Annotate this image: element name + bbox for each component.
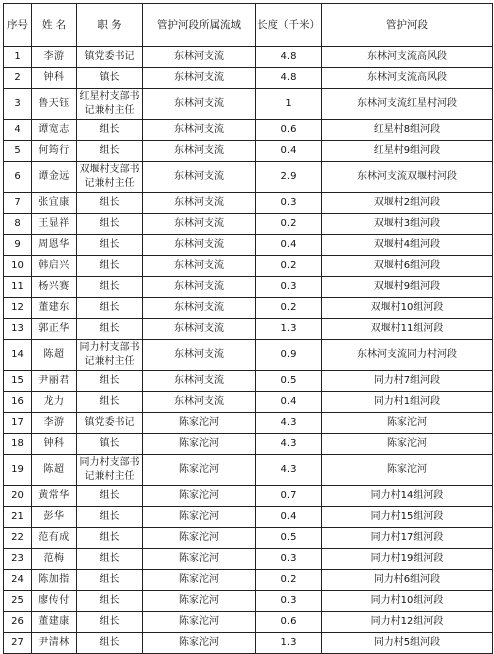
cell-river-section: 同力村12组河段: [322, 612, 493, 633]
cell-name: 谭金远: [32, 162, 77, 193]
cell-length-km: 0.4: [256, 141, 322, 162]
cell-position: 组长: [77, 256, 143, 277]
cell-basin: 东林河支流: [143, 371, 256, 392]
cell-position: 组长: [77, 298, 143, 319]
cell-basin: 东林河支流: [143, 392, 256, 413]
river-chief-table-container: [3, 3, 492, 654]
cell-length-km: 0.2: [256, 298, 322, 319]
cell-river-section: 双堰村10组河段: [322, 298, 493, 319]
cell-basin: 陈家沱河: [143, 528, 256, 549]
cell-river-section: 同力村14组河段: [322, 486, 493, 507]
cell-name: 董建康: [32, 612, 77, 633]
table-row: [4, 89, 493, 120]
table-row: [4, 434, 493, 455]
cell-length-km: 0.5: [256, 371, 322, 392]
table-row: [4, 120, 493, 141]
header-river-section: 管护河段: [322, 4, 493, 47]
cell-basin: 陈家沱河: [143, 570, 256, 591]
table-row: [4, 235, 493, 256]
cell-position: 组长: [77, 486, 143, 507]
cell-serial-number: 27: [4, 633, 32, 654]
cell-length-km: 0.4: [256, 235, 322, 256]
cell-name: 龙力: [32, 392, 77, 413]
cell-length-km: 4.3: [256, 434, 322, 455]
cell-basin: 陈家沱河: [143, 591, 256, 612]
cell-serial-number: 15: [4, 371, 32, 392]
cell-serial-number: 2: [4, 68, 32, 89]
header-basin: 管护河段所属流域: [143, 4, 256, 47]
cell-basin: 东林河支流: [143, 256, 256, 277]
cell-position: 组长: [77, 591, 143, 612]
cell-name: 廖传付: [32, 591, 77, 612]
cell-basin: 东林河支流: [143, 319, 256, 340]
table-row: [4, 68, 493, 89]
table-row: [4, 528, 493, 549]
cell-length-km: 0.5: [256, 528, 322, 549]
cell-basin: 东林河支流: [143, 277, 256, 298]
cell-name: 周恩华: [32, 235, 77, 256]
table-row: [4, 549, 493, 570]
cell-basin: 东林河支流: [143, 340, 256, 371]
cell-position: 组长: [77, 371, 143, 392]
cell-serial-number: 16: [4, 392, 32, 413]
cell-serial-number: 18: [4, 434, 32, 455]
cell-position: 组长: [77, 120, 143, 141]
cell-river-section: 东林河支流高风段: [322, 47, 493, 68]
cell-name: 王显祥: [32, 214, 77, 235]
cell-position: 同力村支部书记兼村主任: [77, 455, 143, 486]
cell-length-km: 4.8: [256, 68, 322, 89]
cell-basin: 陈家沱河: [143, 633, 256, 654]
cell-position: 镇长: [77, 68, 143, 89]
cell-serial-number: 20: [4, 486, 32, 507]
cell-name: 谭宽志: [32, 120, 77, 141]
cell-position: 组长: [77, 507, 143, 528]
cell-serial-number: 12: [4, 298, 32, 319]
cell-name: 范梅: [32, 549, 77, 570]
cell-river-section: 陈家沱河: [322, 455, 493, 486]
cell-name: 董建东: [32, 298, 77, 319]
cell-serial-number: 3: [4, 89, 32, 120]
table-row: [4, 193, 493, 214]
table-row: [4, 612, 493, 633]
cell-basin: 陈家沱河: [143, 413, 256, 434]
cell-name: 钟科: [32, 434, 77, 455]
cell-position: 组长: [77, 235, 143, 256]
cell-position: 镇党委书记: [77, 47, 143, 68]
cell-serial-number: 26: [4, 612, 32, 633]
cell-position: 组长: [77, 319, 143, 340]
cell-position: 镇长: [77, 434, 143, 455]
cell-river-section: 东林河支流高风段: [322, 68, 493, 89]
cell-length-km: 0.6: [256, 120, 322, 141]
cell-basin: 东林河支流: [143, 47, 256, 68]
cell-name: 陈超: [32, 455, 77, 486]
header-serial-number: 序号: [4, 4, 32, 47]
table-row: [4, 455, 493, 486]
cell-length-km: 0.4: [256, 392, 322, 413]
cell-serial-number: 14: [4, 340, 32, 371]
cell-name: 张宜康: [32, 193, 77, 214]
table-header: [4, 4, 493, 47]
cell-length-km: 0.3: [256, 277, 322, 298]
cell-position: 组长: [77, 214, 143, 235]
cell-basin: 陈家沱河: [143, 507, 256, 528]
cell-serial-number: 13: [4, 319, 32, 340]
cell-basin: 东林河支流: [143, 214, 256, 235]
cell-position: 组长: [77, 277, 143, 298]
cell-river-section: 双堰村2组河段: [322, 193, 493, 214]
cell-serial-number: 7: [4, 193, 32, 214]
cell-serial-number: 5: [4, 141, 32, 162]
cell-river-section: 陈家沱河: [322, 413, 493, 434]
cell-river-section: 东林河支流红星村河段: [322, 89, 493, 120]
header-position: 职 务: [77, 4, 143, 47]
cell-basin: 陈家沱河: [143, 612, 256, 633]
cell-basin: 东林河支流: [143, 141, 256, 162]
cell-name: 陈加指: [32, 570, 77, 591]
table-row: [4, 256, 493, 277]
table-row: [4, 162, 493, 193]
cell-position: 红星村支部书记兼村主任: [77, 89, 143, 120]
table-row: [4, 633, 493, 654]
cell-name: 李游: [32, 47, 77, 68]
cell-serial-number: 8: [4, 214, 32, 235]
cell-river-section: 双堰村6组河段: [322, 256, 493, 277]
table-row: [4, 340, 493, 371]
cell-serial-number: 9: [4, 235, 32, 256]
cell-river-section: 同力村7组河段: [322, 371, 493, 392]
cell-length-km: 1: [256, 89, 322, 120]
cell-basin: 陈家沱河: [143, 455, 256, 486]
cell-serial-number: 10: [4, 256, 32, 277]
cell-length-km: 0.9: [256, 340, 322, 371]
cell-length-km: 0.7: [256, 486, 322, 507]
cell-serial-number: 6: [4, 162, 32, 193]
cell-length-km: 1.3: [256, 319, 322, 340]
table-body: [4, 47, 493, 654]
cell-river-section: 同力村5组河段: [322, 633, 493, 654]
cell-river-section: 双堰村3组河段: [322, 214, 493, 235]
cell-position: 双堰村支部书记兼村主任: [77, 162, 143, 193]
table-row: [4, 277, 493, 298]
table-row: [4, 47, 493, 68]
cell-name: 何筠行: [32, 141, 77, 162]
table-row: [4, 141, 493, 162]
cell-river-section: 东林河支流双堰村河段: [322, 162, 493, 193]
cell-length-km: 4.3: [256, 455, 322, 486]
cell-length-km: 0.6: [256, 612, 322, 633]
cell-basin: 陈家沱河: [143, 434, 256, 455]
cell-river-section: 陈家沱河: [322, 434, 493, 455]
cell-river-section: 同力村15组河段: [322, 507, 493, 528]
cell-name: 钟科: [32, 68, 77, 89]
cell-length-km: 0.2: [256, 570, 322, 591]
cell-serial-number: 4: [4, 120, 32, 141]
table-row: [4, 371, 493, 392]
cell-serial-number: 24: [4, 570, 32, 591]
cell-serial-number: 11: [4, 277, 32, 298]
table-row: [4, 507, 493, 528]
cell-name: 尹清林: [32, 633, 77, 654]
cell-basin: 陈家沱河: [143, 486, 256, 507]
cell-basin: 东林河支流: [143, 193, 256, 214]
cell-length-km: 0.3: [256, 549, 322, 570]
cell-river-section: 同力村1组河段: [322, 392, 493, 413]
cell-river-section: 同力村17组河段: [322, 528, 493, 549]
cell-position: 组长: [77, 193, 143, 214]
cell-river-section: 东林河支流同力村河段: [322, 340, 493, 371]
cell-serial-number: 19: [4, 455, 32, 486]
cell-length-km: 0.3: [256, 591, 322, 612]
cell-river-section: 双堰村11组河段: [322, 319, 493, 340]
header-row: [4, 4, 493, 47]
cell-position: 组长: [77, 528, 143, 549]
river-chief-table: [3, 3, 493, 654]
cell-name: 鲁天钰: [32, 89, 77, 120]
cell-name: 彭华: [32, 507, 77, 528]
cell-river-section: 红星村9组河段: [322, 141, 493, 162]
cell-river-section: 双堰村4组河段: [322, 235, 493, 256]
cell-name: 李游: [32, 413, 77, 434]
cell-position: 组长: [77, 392, 143, 413]
cell-serial-number: 17: [4, 413, 32, 434]
cell-length-km: 2.9: [256, 162, 322, 193]
cell-length-km: 4.8: [256, 47, 322, 68]
cell-length-km: 4.3: [256, 413, 322, 434]
cell-position: 组长: [77, 612, 143, 633]
cell-name: 郭正华: [32, 319, 77, 340]
table-row: [4, 591, 493, 612]
cell-length-km: 0.2: [256, 214, 322, 235]
cell-name: 黄常华: [32, 486, 77, 507]
cell-position: 组长: [77, 141, 143, 162]
cell-river-section: 双堰村9组河段: [322, 277, 493, 298]
cell-length-km: 0.3: [256, 193, 322, 214]
header-length-km: 长度（千米）: [256, 4, 322, 47]
table-row: [4, 214, 493, 235]
table-row: [4, 319, 493, 340]
cell-position: 组长: [77, 570, 143, 591]
cell-serial-number: 22: [4, 528, 32, 549]
table-row: [4, 570, 493, 591]
cell-river-section: 同力村6组河段: [322, 570, 493, 591]
cell-river-section: 红星村8组河段: [322, 120, 493, 141]
cell-length-km: 0.2: [256, 256, 322, 277]
table-row: [4, 486, 493, 507]
cell-basin: 陈家沱河: [143, 549, 256, 570]
cell-river-section: 同力村10组河段: [322, 591, 493, 612]
cell-length-km: 0.4: [256, 507, 322, 528]
cell-basin: 东林河支流: [143, 298, 256, 319]
cell-basin: 东林河支流: [143, 120, 256, 141]
header-name: 姓 名: [32, 4, 77, 47]
table-row: [4, 413, 493, 434]
cell-position: 组长: [77, 549, 143, 570]
cell-serial-number: 25: [4, 591, 32, 612]
cell-basin: 东林河支流: [143, 162, 256, 193]
cell-serial-number: 23: [4, 549, 32, 570]
cell-name: 韩启兴: [32, 256, 77, 277]
table-row: [4, 298, 493, 319]
cell-name: 杨兴赛: [32, 277, 77, 298]
cell-position: 组长: [77, 633, 143, 654]
cell-basin: 东林河支流: [143, 235, 256, 256]
cell-river-section: 同力村19组河段: [322, 549, 493, 570]
cell-length-km: 1.3: [256, 633, 322, 654]
cell-position: 镇党委书记: [77, 413, 143, 434]
cell-basin: 东林河支流: [143, 68, 256, 89]
cell-name: 范有成: [32, 528, 77, 549]
cell-name: 尹丽君: [32, 371, 77, 392]
cell-position: 同力村支部书记兼村主任: [77, 340, 143, 371]
cell-name: 陈超: [32, 340, 77, 371]
table-row: [4, 392, 493, 413]
cell-serial-number: 1: [4, 47, 32, 68]
cell-basin: 东林河支流: [143, 89, 256, 120]
cell-serial-number: 21: [4, 507, 32, 528]
